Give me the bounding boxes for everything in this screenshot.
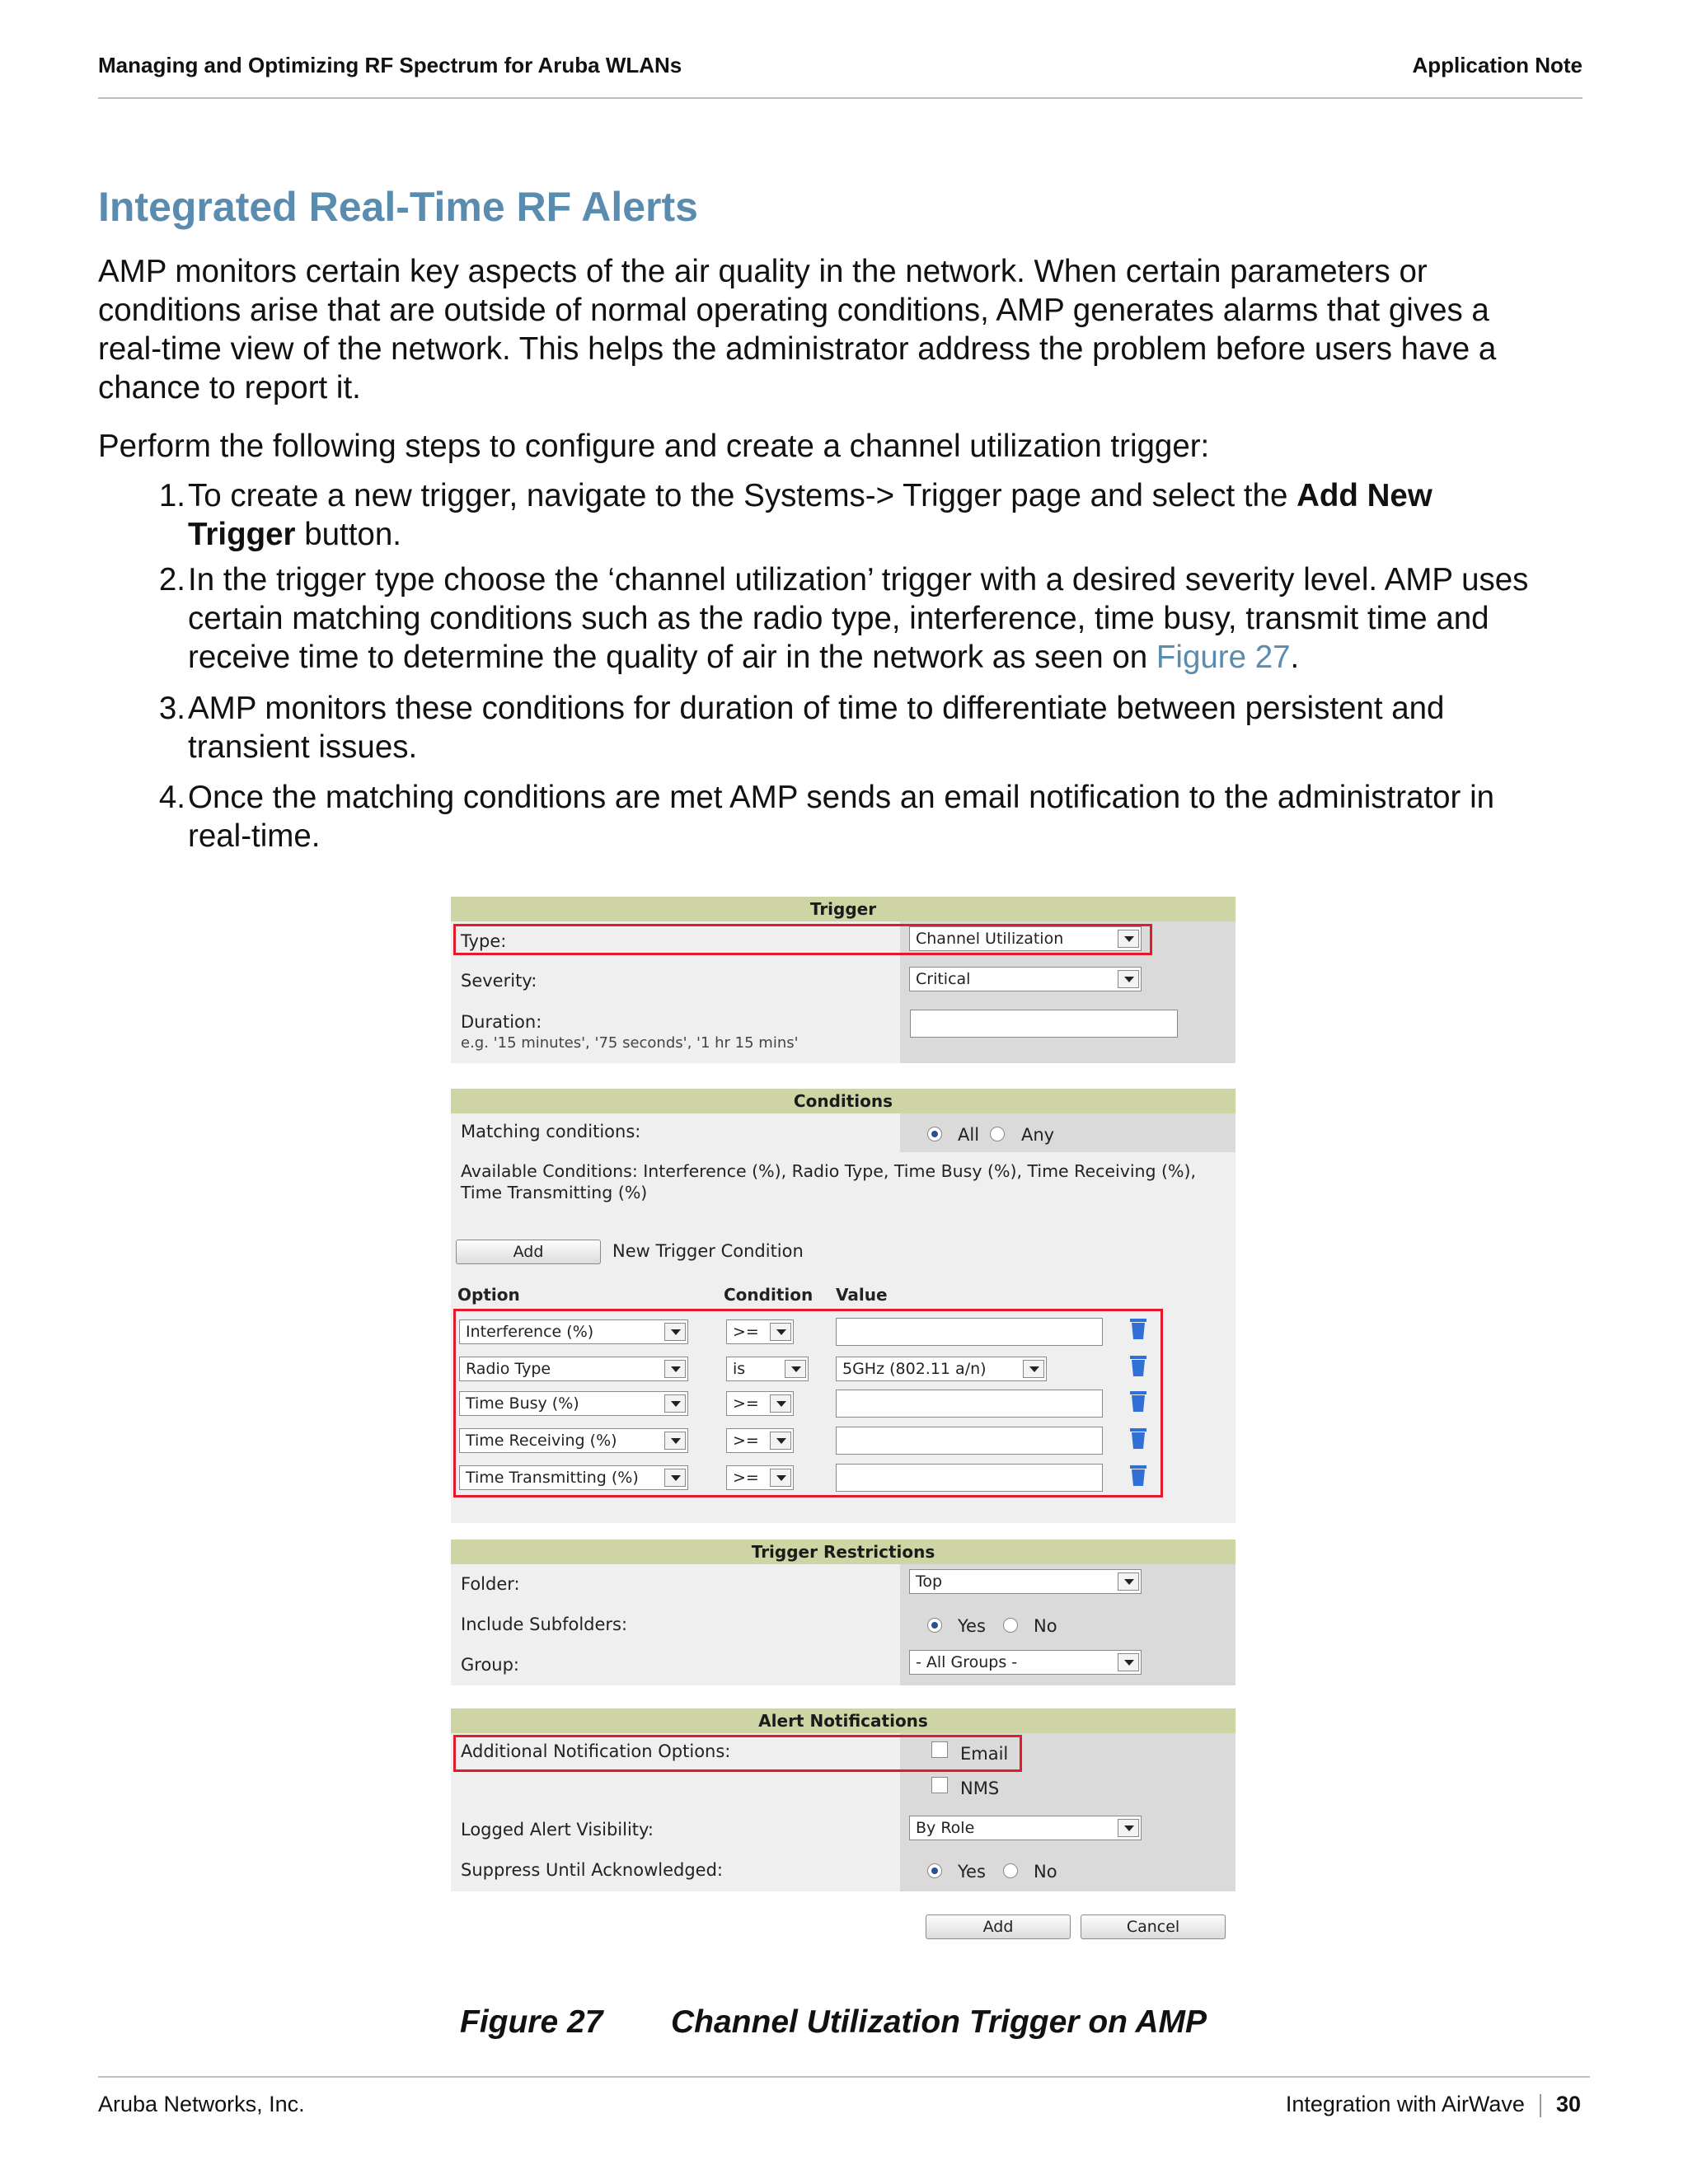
type-highlight: [453, 924, 1152, 955]
figure-link[interactable]: Figure 27: [1156, 640, 1291, 675]
chevron-down-icon[interactable]: [1118, 1572, 1139, 1591]
subfolders-label: Include Subfolders:: [461, 1615, 628, 1634]
folder-label: Folder:: [461, 1574, 520, 1594]
any-radio[interactable]: [990, 1127, 1005, 1141]
footer-company: Aruba Networks, Inc.: [98, 2092, 305, 2116]
subfolders-yes-radio[interactable]: [927, 1618, 942, 1633]
duration-input[interactable]: [910, 1010, 1178, 1038]
email-label: Email: [960, 1744, 1009, 1764]
header-doc-title: Managing and Optimizing RF Spectrum for Aruba WLANs: [98, 53, 682, 77]
suppress-yes-radio[interactable]: [927, 1863, 942, 1878]
severity-select[interactable]: Critical: [909, 967, 1142, 991]
step-text: Once the matching conditions are met AMP sends an email notification to the administrator in real-time.: [188, 780, 1495, 854]
intro-line: AMP monitors certain key aspects of the air quality in the network. When certain parameters or: [98, 254, 1428, 289]
intro-line: conditions arise that are outside of normal operating conditions, AMP generates alarms that gives a: [98, 293, 1489, 328]
condition-select[interactable]: >=: [726, 1465, 794, 1490]
trigger-form-figure: [451, 897, 1236, 1952]
step-2: [144, 560, 1582, 677]
step-4: [144, 778, 1582, 855]
new-condition-label: New Trigger Condition: [612, 1241, 804, 1261]
column-condition: Condition: [724, 1285, 814, 1305]
duration-label: Duration:: [461, 1012, 542, 1032]
matching-label: Matching conditions:: [461, 1122, 641, 1141]
page-number: 30: [1555, 2092, 1581, 2116]
chevron-down-icon[interactable]: [1118, 1653, 1139, 1671]
step-number: 1.: [158, 478, 185, 513]
step-number: 3.: [158, 691, 185, 726]
add-condition-button[interactable]: Add: [456, 1240, 601, 1264]
figure-caption: Channel Utilization Trigger on AMP: [671, 2004, 1207, 2040]
add-button[interactable]: Add: [926, 1915, 1071, 1939]
suppress-label: Suppress Until Acknowledged:: [461, 1860, 723, 1880]
condition-select[interactable]: >=: [726, 1428, 794, 1453]
step-1: [144, 476, 1582, 554]
suppress-no-radio[interactable]: [1003, 1863, 1018, 1878]
nms-checkbox[interactable]: [931, 1777, 948, 1793]
column-value: Value: [836, 1285, 888, 1305]
folder-select[interactable]: Top: [909, 1569, 1142, 1594]
visibility-select[interactable]: By Role: [909, 1816, 1142, 1840]
available-conditions-line: Available Conditions: Interference (%), Radio Type, Time Busy (%), Time Receiving (%),: [461, 1161, 1197, 1181]
footer-section: [1286, 2092, 1581, 2117]
notification-highlight: [453, 1735, 1022, 1772]
step-text: To create a new trigger, navigate to the Systems-> Trigger page and select the Add New Trigger button.: [188, 478, 1432, 552]
condition-select[interactable]: >=: [726, 1319, 794, 1344]
footer-section-title: Integration with AirWave: [1285, 2092, 1525, 2116]
intro-paragraph: [98, 252, 1582, 407]
figure-number: Figure 27: [460, 2004, 603, 2040]
step-number: 2.: [158, 562, 185, 598]
intro-line: chance to report it.: [98, 370, 361, 405]
restrictions-heading: Trigger Restrictions: [451, 1540, 1236, 1564]
cancel-button[interactable]: Cancel: [1081, 1915, 1226, 1939]
all-label: All: [958, 1125, 980, 1145]
any-label: Any: [1021, 1125, 1055, 1145]
step-text: In the trigger type choose the ‘channel utilization’ trigger with a desired severity level. AMP uses certain matching conditions such as the radio type, interference, time busy, transmit time and receive time to determine the quality of air in the network as seen on Figure 27.: [188, 562, 1529, 675]
trigger-heading: Trigger: [451, 897, 1236, 921]
step-number: 4.: [158, 780, 185, 815]
visibility-label: Logged Alert Visibility:: [461, 1820, 654, 1840]
subfolders-no-radio[interactable]: [1003, 1618, 1018, 1633]
conditions-heading: Conditions: [451, 1089, 1236, 1113]
header-doc-type: Application Note: [1412, 53, 1582, 77]
duration-hint: e.g. '15 minutes', '75 seconds', '1 hr 15 mins': [461, 1034, 799, 1052]
nms-label: NMS: [960, 1779, 1000, 1798]
step-text: AMP monitors these conditions for duration of time to differentiate between persistent and transient issues.: [188, 691, 1445, 765]
option-select[interactable]: Time Receiving (%): [459, 1428, 688, 1453]
value-select[interactable]: 5GHz (802.11 a/n): [836, 1357, 1047, 1381]
group-label: Group:: [461, 1655, 520, 1675]
chevron-down-icon[interactable]: [1118, 970, 1139, 988]
trigger-panel: [451, 897, 1236, 1063]
yes-label: Yes: [958, 1616, 986, 1636]
condition-select[interactable]: is: [726, 1357, 809, 1381]
step-3: [144, 689, 1582, 766]
group-select[interactable]: - All Groups -: [909, 1650, 1142, 1675]
option-select[interactable]: Interference (%): [459, 1319, 688, 1344]
no-label: No: [1034, 1616, 1057, 1636]
all-radio[interactable]: [927, 1127, 942, 1141]
severity-label: Severity:: [461, 971, 537, 991]
alerts-panel: [451, 1708, 1236, 1891]
option-select[interactable]: Time Transmitting (%): [459, 1465, 688, 1490]
intro-line: real-time view of the network. This helps the administrator address the problem before users have a: [98, 331, 1497, 367]
steps-intro: Perform the following steps to configure and create a channel utilization trigger:: [98, 429, 1210, 464]
header-divider: [98, 97, 1582, 99]
alerts-heading: Alert Notifications: [451, 1708, 1236, 1733]
yes-label: Yes: [958, 1862, 986, 1882]
available-conditions-line: Time Transmitting (%): [461, 1183, 648, 1202]
type-select[interactable]: Channel Utilization: [909, 926, 1142, 951]
notification-options-label: Additional Notification Options:: [461, 1741, 731, 1761]
option-select[interactable]: Time Busy (%): [459, 1391, 688, 1416]
conditions-panel: [451, 1089, 1236, 1523]
option-select[interactable]: Radio Type: [459, 1357, 688, 1381]
restrictions-panel: [451, 1540, 1236, 1685]
chevron-down-icon[interactable]: [1118, 1819, 1139, 1837]
no-label: No: [1034, 1862, 1057, 1882]
condition-select[interactable]: >=: [726, 1391, 794, 1416]
column-option: Option: [457, 1285, 520, 1305]
conditions-highlight: [453, 1309, 1163, 1497]
footer-divider: [98, 2076, 1590, 2078]
section-title: Integrated Real-Time RF Alerts: [98, 184, 698, 230]
type-label: Type:: [461, 931, 507, 951]
